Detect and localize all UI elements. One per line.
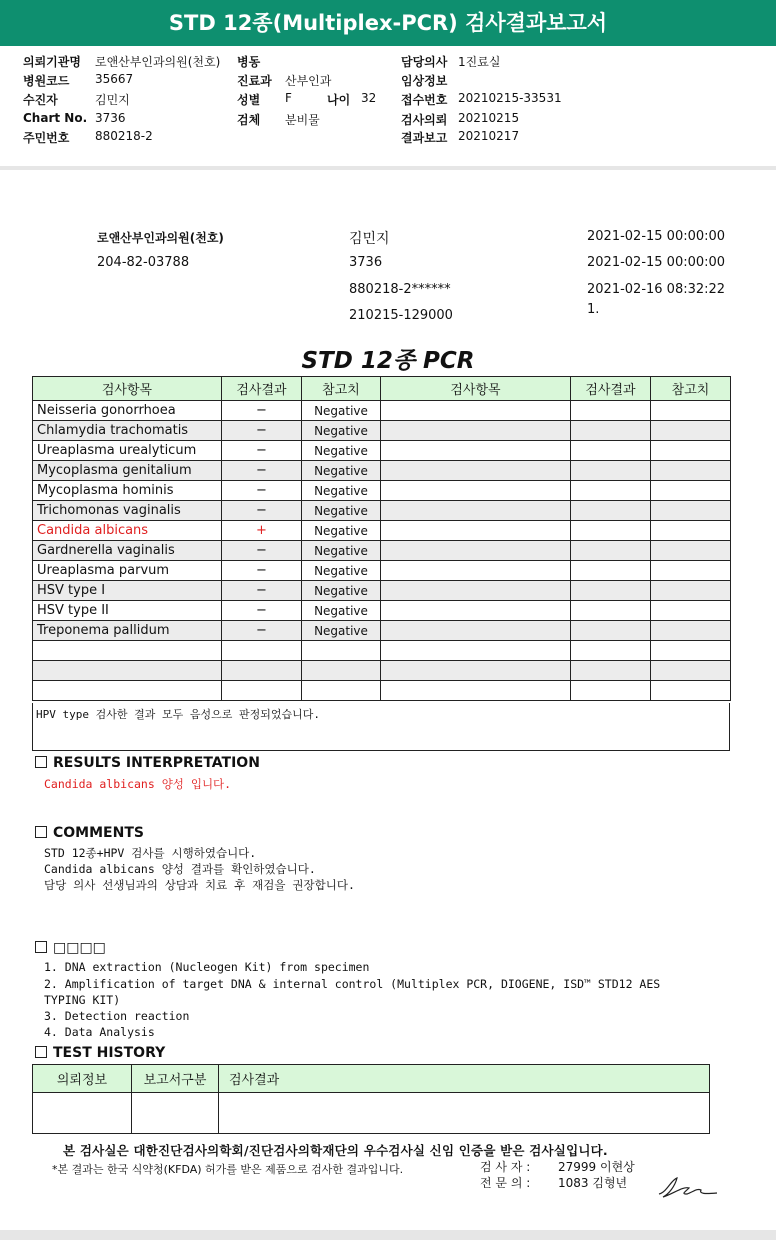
empty-cell: [571, 661, 651, 681]
table-row: [33, 581, 731, 601]
address-patient: 김민지: [349, 231, 390, 247]
test-result: −: [222, 421, 302, 441]
reference-value: Negative: [302, 481, 381, 501]
empty-cell: [381, 661, 571, 681]
address-chart: 3736: [349, 255, 383, 270]
certification-text: 본 검사실은 대한진단검사의학회/진단검사의학재단의 우수검사실 신임 인증을 받은 검사실입니다.: [63, 1143, 608, 1158]
empty-cell: [651, 681, 731, 701]
history-header-request: 의뢰정보: [33, 1065, 132, 1093]
value-age: 32: [361, 91, 377, 105]
footer-bar: [0, 1230, 776, 1240]
method-line-4: 3. Detection reaction: [44, 1009, 190, 1023]
checkbox-icon: [35, 941, 47, 953]
history-title-text: TEST HISTORY: [53, 1045, 166, 1061]
method-line-3: TYPING KIT): [44, 993, 121, 1007]
result-table: [32, 376, 731, 701]
interpretation-text: Candida albicans 양성 입니다.: [44, 777, 232, 791]
empty-cell: [381, 421, 571, 441]
empty-cell: [571, 461, 651, 481]
table-row: [33, 621, 731, 641]
address-acc-no: 210215-129000: [349, 308, 453, 323]
empty-cell: [571, 481, 651, 501]
table-row: [33, 521, 731, 541]
test-result: −: [222, 581, 302, 601]
empty-cell: [651, 521, 731, 541]
empty-cell: [651, 541, 731, 561]
value-hospital-code: 35667: [95, 72, 134, 86]
note-text: HPV type 검사한 결과 모두 음성으로 판정되었습니다.: [36, 708, 320, 721]
test-result: −: [222, 621, 302, 641]
table-row: [33, 421, 731, 441]
history-header-result: 검사결과: [219, 1065, 710, 1093]
empty-cell: [651, 561, 731, 581]
method-title: [35, 940, 106, 956]
reference-value: Negative: [302, 541, 381, 561]
empty-cell: [222, 681, 302, 701]
empty-cell: [381, 581, 571, 601]
table-row: [33, 481, 731, 501]
empty-cell: [571, 541, 651, 561]
empty-cell: [571, 501, 651, 521]
test-item-name: Trichomonas vaginalis: [33, 501, 222, 521]
empty-cell: [381, 541, 571, 561]
doctor-label: 전 문 의 :: [480, 1176, 531, 1190]
empty-cell: [381, 621, 571, 641]
header-reference-2: 참고치: [651, 377, 731, 401]
test-item-name: Gardnerella vaginalis: [33, 541, 222, 561]
reference-value: Negative: [302, 461, 381, 481]
test-item-name: Candida albicans: [33, 521, 222, 541]
reference-value: Negative: [302, 401, 381, 421]
signature-icon: [655, 1172, 721, 1202]
test-result: −: [222, 541, 302, 561]
label-rrn: 주민번호: [23, 131, 70, 145]
address-date-1: 2021-02-15 00:00:00: [587, 229, 726, 244]
comments-title: [35, 825, 144, 841]
test-item-name: HSV type I: [33, 581, 222, 601]
label-patient: 수진자: [23, 93, 58, 107]
reference-value: Negative: [302, 561, 381, 581]
history-title: [35, 1045, 165, 1061]
empty-cell: [651, 401, 731, 421]
empty-cell: [302, 641, 381, 661]
table-row: [33, 441, 731, 461]
header-test-item-2: 검사항목: [381, 377, 571, 401]
tester-value: 27999 이현상: [558, 1160, 635, 1174]
empty-cell: [651, 441, 731, 461]
reference-value: Negative: [302, 521, 381, 541]
empty-cell: [381, 521, 571, 541]
table-header-row: [33, 377, 731, 401]
table-row: [33, 681, 731, 701]
history-cell: [33, 1093, 132, 1134]
value-department: 산부인과: [285, 74, 332, 88]
empty-cell: [651, 501, 731, 521]
empty-cell: [571, 581, 651, 601]
comment-line-1: STD 12종+HPV 검사를 시행하였습니다.: [44, 846, 257, 860]
empty-cell: [571, 561, 651, 581]
empty-cell: [571, 521, 651, 541]
label-chart-no: Chart No.: [23, 111, 88, 125]
empty-cell: [651, 461, 731, 481]
empty-cell: [33, 661, 222, 681]
header-test-item: 검사항목: [33, 377, 222, 401]
test-result: +: [222, 521, 302, 541]
empty-cell: [651, 661, 731, 681]
test-result: −: [222, 561, 302, 581]
table-row: [33, 501, 731, 521]
reference-value: Negative: [302, 421, 381, 441]
empty-cell: [33, 681, 222, 701]
empty-cell: [381, 401, 571, 421]
checkbox-icon: [35, 826, 47, 838]
empty-cell: [222, 661, 302, 681]
method-line-2: 2. Amplification of target DNA & internal control (Multiplex PCR, DIOGENE, ISD™ STD12 AES: [44, 977, 661, 991]
interpretation-title-text: RESULTS INTERPRETATION: [53, 755, 260, 771]
comment-line-3: 담당 의사 선생님과의 상담과 치료 후 재검을 권장합니다.: [44, 878, 355, 892]
interpretation-title: [35, 755, 260, 771]
history-cell: [132, 1093, 219, 1134]
label-accession-no: 접수번호: [401, 93, 448, 107]
empty-cell: [651, 581, 731, 601]
test-item-name: Chlamydia trachomatis: [33, 421, 222, 441]
empty-cell: [381, 561, 571, 581]
header-result-2: 검사결과: [571, 377, 651, 401]
empty-cell: [651, 621, 731, 641]
address-date-2: 2021-02-15 00:00:00: [587, 255, 726, 270]
label-requesting-clinic: 의뢰기관명: [23, 55, 81, 69]
label-doctor: 담당의사: [401, 55, 448, 69]
value-report-date: 20210217: [458, 129, 520, 143]
empty-cell: [651, 641, 731, 661]
empty-cell: [381, 481, 571, 501]
history-cell: [219, 1093, 710, 1134]
table-row: [33, 541, 731, 561]
header-result: 검사결과: [222, 377, 302, 401]
report-title: STD 12종(Multiplex-PCR) 검사결과보고서: [0, 0, 776, 46]
test-item-name: Mycoplasma genitalium: [33, 461, 222, 481]
empty-cell: [651, 481, 731, 501]
empty-cell: [571, 421, 651, 441]
empty-cell: [302, 661, 381, 681]
test-item-name: HSV type II: [33, 601, 222, 621]
kfda-text: *본 결과는 한국 식약청(KFDA) 허가를 받은 제품으로 검사한 결과입니다.: [52, 1163, 404, 1176]
value-requesting-clinic: 로앤산부인과의원(천호): [95, 55, 221, 69]
label-department: 진료과: [237, 74, 272, 88]
address-biz-no: 204-82-03788: [97, 255, 190, 270]
method-line-1: 1. DNA extraction (Nucleogen Kit) from specimen: [44, 960, 370, 974]
label-report-date: 결과보고: [401, 131, 448, 145]
value-specimen: 분비물: [285, 113, 320, 127]
label-age: 나이: [327, 93, 351, 107]
address-clinic: 로앤산부인과의원(천호): [97, 231, 224, 245]
checkbox-icon: [35, 756, 47, 768]
empty-cell: [571, 681, 651, 701]
comments-title-text: COMMENTS: [53, 825, 144, 841]
label-clinical-info: 임상정보: [401, 74, 448, 88]
value-request-date: 20210215: [458, 111, 520, 125]
reference-value: Negative: [302, 621, 381, 641]
label-ward: 병동: [237, 55, 261, 69]
comment-line-2: Candida albicans 양성 결과를 확인하였습니다.: [44, 862, 316, 876]
value-chart-no: 3736: [95, 111, 126, 125]
empty-cell: [651, 601, 731, 621]
empty-cell: [33, 641, 222, 661]
doctor-value: 1083 김형년: [558, 1176, 628, 1190]
test-result: −: [222, 441, 302, 461]
empty-cell: [222, 641, 302, 661]
test-result: −: [222, 461, 302, 481]
value-doctor: 1진료실: [458, 55, 501, 69]
empty-cell: [571, 621, 651, 641]
table-row: [33, 661, 731, 681]
empty-cell: [571, 601, 651, 621]
reference-value: Negative: [302, 581, 381, 601]
empty-cell: [381, 641, 571, 661]
empty-cell: [381, 441, 571, 461]
test-result: −: [222, 601, 302, 621]
empty-cell: [381, 681, 571, 701]
label-hospital-code: 병원코드: [23, 74, 70, 88]
test-result: −: [222, 401, 302, 421]
empty-cell: [571, 401, 651, 421]
pcr-title: STD 12종 PCR: [301, 348, 475, 374]
table-row: [33, 461, 731, 481]
address-date-3-suffix: 1.: [587, 302, 600, 317]
value-patient: 김민지: [95, 93, 130, 107]
table-row: [33, 641, 731, 661]
reference-value: Negative: [302, 501, 381, 521]
label-request-date: 검사의뢰: [401, 113, 448, 127]
label-specimen: 검체: [237, 113, 261, 127]
label-sex: 성별: [237, 93, 261, 107]
test-item-name: Mycoplasma hominis: [33, 481, 222, 501]
tester-label: 검 사 자 :: [480, 1160, 531, 1174]
empty-cell: [381, 501, 571, 521]
method-line-5: 4. Data Analysis: [44, 1025, 155, 1039]
empty-cell: [571, 441, 651, 461]
history-row: [33, 1093, 710, 1134]
history-header-report-type: 보고서구분: [132, 1065, 219, 1093]
method-title-text: □□□□: [53, 940, 106, 956]
empty-cell: [651, 421, 731, 441]
empty-cell: [381, 461, 571, 481]
table-row: [33, 601, 731, 621]
reference-value: Negative: [302, 441, 381, 461]
history-header-row: [33, 1065, 710, 1093]
value-sex: F: [285, 91, 292, 105]
empty-cell: [302, 681, 381, 701]
address-rrn: 880218-2******: [349, 282, 451, 297]
value-rrn: 880218-2: [95, 129, 153, 143]
table-row: [33, 401, 731, 421]
empty-cell: [571, 641, 651, 661]
table-row: [33, 561, 731, 581]
test-item-name: Neisseria gonorrhoea: [33, 401, 222, 421]
test-item-name: Treponema pallidum: [33, 621, 222, 641]
empty-cell: [381, 601, 571, 621]
divider: [0, 166, 776, 170]
test-result: −: [222, 481, 302, 501]
value-accession-no: 20210215-33531: [458, 91, 562, 105]
checkbox-icon: [35, 1046, 47, 1058]
test-item-name: Ureaplasma urealyticum: [33, 441, 222, 461]
test-item-name: Ureaplasma parvum: [33, 561, 222, 581]
reference-value: Negative: [302, 601, 381, 621]
header-reference: 참고치: [302, 377, 381, 401]
address-date-3: 2021-02-16 08:32:22: [587, 282, 726, 297]
test-result: −: [222, 501, 302, 521]
history-table: [32, 1064, 710, 1134]
